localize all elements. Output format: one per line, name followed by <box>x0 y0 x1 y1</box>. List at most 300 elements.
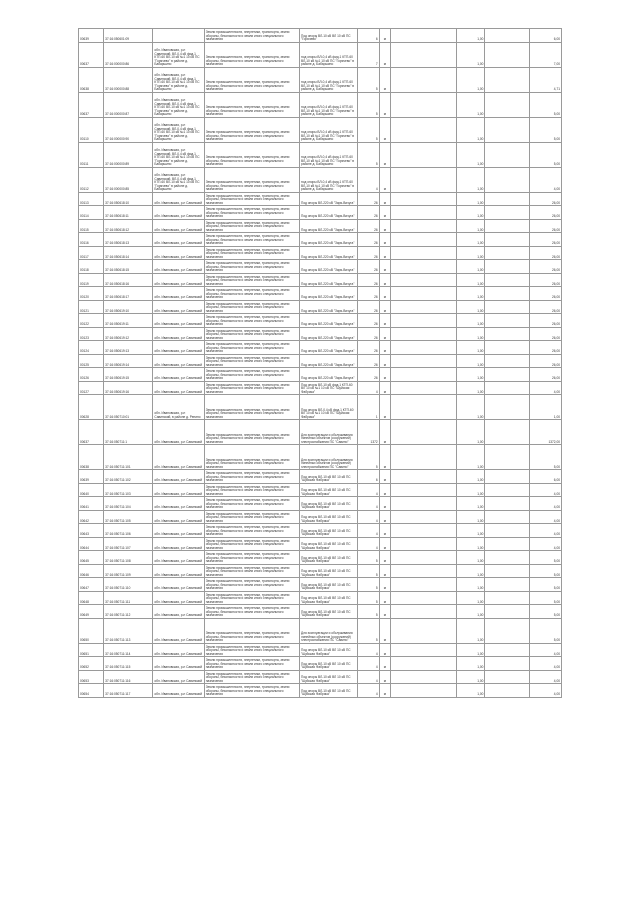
rate-cell: 1,00 <box>457 564 485 578</box>
rate-cell: 1,00 <box>457 233 485 247</box>
cadastral-number-cell: 37:16:050619:11 <box>104 314 153 328</box>
empty-cell <box>391 605 457 619</box>
rate-cell: 1,00 <box>457 395 485 420</box>
table-row <box>79 605 562 619</box>
empty-cell <box>485 273 530 287</box>
amount-cell: 1372,00 <box>530 420 562 445</box>
row-number-cell: 00116 <box>79 233 104 247</box>
area-cell: 7 <box>357 42 379 67</box>
address-cell: обл. Ивановская, р-н Савинский <box>153 670 204 684</box>
row-number-cell: 00119 <box>79 273 104 287</box>
cadastral-number-cell: 37:16:050618:17 <box>104 287 153 301</box>
unit-cell: м <box>379 260 391 274</box>
amount-cell: 5,00 <box>530 142 562 167</box>
amount-cell: 26,00 <box>530 300 562 314</box>
row-number-cell: 00118 <box>79 260 104 274</box>
area-cell: 4 <box>357 643 379 657</box>
area-cell: 5 <box>357 564 379 578</box>
unit-cell: м <box>379 368 391 382</box>
address-cell: обл. Ивановская, р-н Савинский <box>153 470 204 484</box>
empty-cell <box>485 510 530 524</box>
empty-cell <box>391 42 457 67</box>
area-cell: 26 <box>357 233 379 247</box>
land-category-cell: Земли промышленности, энергетики, транспорта, земли обороны, безопасности и земли иного специального назначения <box>204 142 299 167</box>
cadastral-number-cell: 37:16:000000:86 <box>104 42 153 67</box>
empty-cell <box>485 470 530 484</box>
empty-cell <box>485 42 530 67</box>
rate-cell: 1,00 <box>457 246 485 260</box>
permitted-use-cell: Под опоры ВЛ-220 кВ "Заря-Вичуга" <box>300 260 358 274</box>
empty-cell <box>485 657 530 671</box>
permitted-use-cell: под опоры ВЛ-0,4 кВ фид.1 КТП-60 ВЛ-10 кВ №1 10 кВ ПС "Горячево" в районе д. Бабаршино <box>300 67 358 92</box>
cadastral-number-cell: 37:16:050711:116 <box>104 670 153 684</box>
permitted-use-cell: Под опоры ВЛ-10 кВ ВЛ 10 кВ ПС "Шуйская Фабрика" <box>300 537 358 551</box>
area-cell: 4 <box>357 167 379 192</box>
address-cell: обл. Ивановская, р-н Савинский <box>153 445 204 470</box>
row-number-cell: 00120 <box>79 287 104 301</box>
amount-cell: 4,71 <box>530 67 562 92</box>
area-cell: 4 <box>357 657 379 671</box>
area-cell: 26 <box>357 314 379 328</box>
cadastral-number-cell: 37:16:000000:85 <box>104 167 153 192</box>
amount-cell: 5,00 <box>530 591 562 605</box>
empty-cell <box>485 314 530 328</box>
row-number-cell: 00637 <box>79 420 104 445</box>
table-row <box>79 497 562 511</box>
row-number-cell: 00638 <box>79 445 104 470</box>
rate-cell: 1,00 <box>457 381 485 395</box>
amount-cell: 4,00 <box>530 510 562 524</box>
rate-cell: 1,00 <box>457 273 485 287</box>
empty-cell <box>485 354 530 368</box>
permitted-use-cell: под опоры ВЛ-0,4 кВ фид.1 КТП-60 ВЛ-10 кВ №1 10 кВ ПС "Горячево" в районе д. Бабаршино <box>300 42 358 67</box>
cadastral-number-cell: 37:16:050711:101 <box>104 445 153 470</box>
permitted-use-cell: Под опоры ВЛ-0,4 кВ фид.1 КТП-60 ВЛ 10 кВ №1 10 кВ ПС "Шуйская Фабрика" <box>300 395 358 420</box>
area-cell: 26 <box>357 300 379 314</box>
unit-cell: м <box>379 470 391 484</box>
unit-cell: м <box>379 670 391 684</box>
unit-cell: м <box>379 314 391 328</box>
rate-cell: 1,00 <box>457 206 485 220</box>
area-cell: 1372 <box>357 420 379 445</box>
rate-cell: 1,00 <box>457 67 485 92</box>
rate-cell: 1,00 <box>457 192 485 206</box>
address-cell: обл. Ивановская, р-н Савинский, ВЛ-0,4 кВ фид.1 КТП-60 ВЛ-10 кВ №1 10 кВ ПС "Горячево" в районе д. Бабаршино <box>153 117 204 142</box>
row-number-cell: 00115 <box>79 219 104 233</box>
cadastral-number-cell: 37:16:050711:111 <box>104 591 153 605</box>
cadastral-number-cell: 37:16:000000:89 <box>104 142 153 167</box>
unit-cell: м <box>379 420 391 445</box>
empty-cell <box>485 445 530 470</box>
rate-cell: 1,00 <box>457 578 485 592</box>
land-category-cell: Земли промышленности, энергетики, транспорта, земли обороны, безопасности и земли иного специального назначения <box>204 341 299 355</box>
table-row <box>79 420 562 445</box>
unit-cell: м <box>379 618 391 643</box>
empty-cell <box>485 327 530 341</box>
rate-cell: 1,00 <box>457 92 485 117</box>
address-cell: обл. Ивановская, р-н Савинский <box>153 341 204 355</box>
address-cell: обл. Ивановская, р-н Савинский <box>153 314 204 328</box>
row-number-cell: 00641 <box>79 497 104 511</box>
table-row <box>79 92 562 117</box>
empty-cell <box>391 657 457 671</box>
empty-cell <box>391 29 457 43</box>
address-cell: обл. Ивановская, р-н Савинский <box>153 246 204 260</box>
table-row <box>79 314 562 328</box>
table-row <box>79 42 562 67</box>
permitted-use-cell: Под опоры ВЛ-10 кВ ВЛ 10 кВ ПС "Шуйская Фабрика" <box>300 497 358 511</box>
cadastral-number-cell: 37:16:050618:15 <box>104 260 153 274</box>
permitted-use-cell: под опоры ВЛ-0,4 кВ фид.1 КТП-60 ВЛ-10 кВ №1 10 кВ ПС "Горячево" в районе д. Бабаршино <box>300 142 358 167</box>
unit-cell: м <box>379 246 391 260</box>
address-cell: обл. Ивановская, р-н Савинский <box>153 420 204 445</box>
land-category-cell: Земли промышленности, энергетики, транспорта, земли обороны, безопасности и земли иного специального назначения <box>204 368 299 382</box>
row-number-cell: 00637 <box>79 92 104 117</box>
row-number-cell: 00646 <box>79 564 104 578</box>
rate-cell: 1,00 <box>457 510 485 524</box>
unit-cell: м <box>379 510 391 524</box>
table-row <box>79 395 562 420</box>
land-category-cell: Земли промышленности, энергетики, транспорта, земли обороны, безопасности и земли иного специального назначения <box>204 591 299 605</box>
table-row <box>79 670 562 684</box>
land-category-cell: Земли промышленности, энергетики, транспорта, земли обороны, безопасности и земли иного специального назначения <box>204 483 299 497</box>
land-category-cell: Земли промышленности, энергетики, транспорта, земли обороны, безопасности и земли иного специального назначения <box>204 314 299 328</box>
amount-cell: 26,00 <box>530 246 562 260</box>
empty-cell <box>391 287 457 301</box>
cadastral-number-cell: 37:16:050711:114 <box>104 643 153 657</box>
permitted-use-cell: Под опоры ВЛ-220 кВ "Заря-Вичуга" <box>300 233 358 247</box>
row-number-cell: 00644 <box>79 537 104 551</box>
table-row <box>79 537 562 551</box>
land-category-cell: Земли промышленности, энергетики, транспорта, земли обороны, безопасности и земли иного специального назначения <box>204 67 299 92</box>
table-row <box>79 341 562 355</box>
unit-cell: м <box>379 117 391 142</box>
amount-cell: 5,00 <box>530 92 562 117</box>
row-number-cell: 00639 <box>79 29 104 43</box>
cadastral-number-cell: 37:16:050711:103 <box>104 483 153 497</box>
empty-cell <box>391 233 457 247</box>
rate-cell: 1,00 <box>457 167 485 192</box>
amount-cell: 4,00 <box>530 524 562 538</box>
land-category-cell: Земли промышленности, энергетики, транспорта, земли обороны, безопасности и земли иного специального назначения <box>204 206 299 220</box>
area-cell: 26 <box>357 341 379 355</box>
area-cell: 26 <box>357 246 379 260</box>
land-category-cell: Земли промышленности, энергетики, транспорта, земли обороны, безопасности и земли иного специального назначения <box>204 510 299 524</box>
row-number-cell: 00647 <box>79 578 104 592</box>
address-cell: обл. Ивановская, р-н Савинский <box>153 219 204 233</box>
amount-cell: 26,00 <box>530 206 562 220</box>
cadastral-number-cell: 37:16:050619:10 <box>104 300 153 314</box>
area-cell: 26 <box>357 219 379 233</box>
empty-cell <box>485 287 530 301</box>
empty-cell <box>391 395 457 420</box>
land-category-cell: Земли промышленности, энергетики, транспорта, земли обороны, безопасности и земли иного специального назначения <box>204 381 299 395</box>
cadastral-number-cell: 37:16:050618:14 <box>104 246 153 260</box>
address-cell: обл. Ивановская, р-н Савинский <box>153 497 204 511</box>
address-cell: обл. Ивановская, р-н Савинский <box>153 684 204 698</box>
land-category-cell: Земли промышленности, энергетики, транспорта, земли обороны, безопасности и земли иного специального назначения <box>204 92 299 117</box>
cadastral-number-cell: 37:16:050618:11 <box>104 206 153 220</box>
empty-cell <box>485 524 530 538</box>
row-number-cell: 00650 <box>79 618 104 643</box>
amount-cell: 4,00 <box>530 167 562 192</box>
unit-cell: м <box>379 564 391 578</box>
row-number-cell: 00648 <box>79 591 104 605</box>
area-cell: 26 <box>357 260 379 274</box>
unit-cell: м <box>379 551 391 565</box>
unit-cell: м <box>379 341 391 355</box>
land-category-cell: Земли промышленности, энергетики, транспорта, земли обороны, безопасности и земли иного специального назначения <box>204 260 299 274</box>
amount-cell: 5,00 <box>530 578 562 592</box>
land-category-cell: Земли промышленности, энергетики, транспорта, земли обороны, безопасности и земли иного специального назначения <box>204 273 299 287</box>
permitted-use-cell: Под опоры ВЛ-10 кВ ВЛ 10 кВ ПС "Шуйская Фабрика" <box>300 670 358 684</box>
empty-cell <box>485 537 530 551</box>
rate-cell: 1,00 <box>457 260 485 274</box>
permitted-use-cell: Под опоры ВЛ-10 кВ ВЛ 10 кВ ПС "Шуйская Фабрика" <box>300 643 358 657</box>
empty-cell <box>391 327 457 341</box>
row-number-cell: 00645 <box>79 551 104 565</box>
row-number-cell: 00113 <box>79 192 104 206</box>
permitted-use-cell: Под опоры ВЛ-10 кВ ВЛ 10 кВ ПС "Шуйская Фабрика" <box>300 483 358 497</box>
table-row <box>79 246 562 260</box>
rate-cell: 1,00 <box>457 354 485 368</box>
unit-cell: м <box>379 354 391 368</box>
cadastral-number-cell: 37:16:050711:107 <box>104 537 153 551</box>
address-cell: обл. Ивановская, р-н Савинский <box>153 381 204 395</box>
unit-cell: м <box>379 167 391 192</box>
table-row <box>79 67 562 92</box>
land-category-cell: Земли промышленности, энергетики, транспорта, земли обороны, безопасности и земли иного специального назначения <box>204 657 299 671</box>
land-category-cell: Земли промышленности, энергетики, транспорта, земли обороны, безопасности и земли иного специального назначения <box>204 29 299 43</box>
table-row <box>79 643 562 657</box>
land-category-cell: Земли промышленности, энергетики, транспорта, земли обороны, безопасности и земли иного специального назначения <box>204 605 299 619</box>
cadastral-number-cell: 37:16:050619:12 <box>104 327 153 341</box>
address-cell: обл. Ивановская, р-н Савинский, ВЛ-0,4 кВ фид.1 КТП-60 ВЛ-10 кВ №1 10 кВ ПС "Горячево" в районе д. Бабаршино <box>153 42 204 67</box>
permitted-use-cell: Под опоры ВЛ-10 кВ ВЛ 10 кВ ПС "Шуйская Фабрика" <box>300 470 358 484</box>
land-category-cell: Земли промышленности, энергетики, транспорта, земли обороны, безопасности и земли иного специального назначения <box>204 618 299 643</box>
empty-cell <box>485 117 530 142</box>
rate-cell: 1,00 <box>457 497 485 511</box>
cadastral-number-cell: 37:16:000000:88 <box>104 67 153 92</box>
land-category-cell: Земли промышленности, энергетики, транспорта, земли обороны, безопасности и земли иного специального назначения <box>204 420 299 445</box>
empty-cell <box>485 643 530 657</box>
land-category-cell: Земли промышленности, энергетики, транспорта, земли обороны, безопасности и земли иного специального назначения <box>204 246 299 260</box>
table-row <box>79 287 562 301</box>
unit-cell: м <box>379 67 391 92</box>
address-cell: обл. Ивановская, р-н Савинский <box>153 643 204 657</box>
empty-cell <box>391 219 457 233</box>
row-number-cell: 00637 <box>79 42 104 67</box>
address-cell: обл. Ивановская, р-н Савинский <box>153 551 204 565</box>
land-category-cell: Земли промышленности, энергетики, транспорта, земли обороны, безопасности и земли иного специального назначения <box>204 524 299 538</box>
address-cell: обл. Ивановская, р-н Савинский <box>153 657 204 671</box>
permitted-use-cell: Для эксплуатации и обслуживания линейных объектов (сооружений) электроснабжения ПС "Савино" <box>300 445 358 470</box>
land-category-cell: Земли промышленности, энергетики, транспорта, земли обороны, безопасности и земли иного специального назначения <box>204 287 299 301</box>
land-category-cell: Земли промышленности, энергетики, транспорта, земли обороны, безопасности и земли иного специального назначения <box>204 300 299 314</box>
cadastral-number-cell: 37:16:050619:14 <box>104 354 153 368</box>
permitted-use-cell: Под опоры ВЛ-220 кВ "Заря-Вичуга" <box>300 327 358 341</box>
permitted-use-cell: Под опоры ВЛ-10 кВ ВЛ 10 кВ ПС "Шуйская Фабрика" <box>300 510 358 524</box>
cadastral-number-cell: 37:16:050711:113 <box>104 618 153 643</box>
permitted-use-cell: Под опоры ВЛ-10 кВ ВЛ 10 кВ ПС "Шуйская Фабрика" <box>300 657 358 671</box>
address-cell: обл. Ивановская, р-н Савинский <box>153 206 204 220</box>
area-cell: 26 <box>357 287 379 301</box>
table-row <box>79 327 562 341</box>
empty-cell <box>485 420 530 445</box>
cadastral-number-cell: 37:16:050711:108 <box>104 551 153 565</box>
address-cell: обл. Ивановская, р-н Савинский, в районе д. Репино <box>153 395 204 420</box>
address-cell: обл. Ивановская, р-н Савинский <box>153 300 204 314</box>
cadastral-number-cell: 37:16:050619:15 <box>104 368 153 382</box>
land-category-cell: Земли промышленности, энергетики, транспорта, земли обороны, безопасности и земли иного специального назначения <box>204 219 299 233</box>
empty-cell <box>391 445 457 470</box>
table-row <box>79 618 562 643</box>
amount-cell: 6,00 <box>530 29 562 43</box>
empty-cell <box>391 643 457 657</box>
amount-cell: 26,00 <box>530 327 562 341</box>
address-cell: обл. Ивановская, р-н Савинский, ВЛ-0,4 кВ фид.1 КТП-60 ВЛ-10 кВ №1 10 кВ ПС "Горячево" в районе д. Бабаршино <box>153 167 204 192</box>
land-category-cell: Земли промышленности, энергетики, транспорта, земли обороны, безопасности и земли иного специального назначения <box>204 354 299 368</box>
permitted-use-cell: под опоры ВЛ-0,4 кВ фид.1 КТП-60 ВЛ-10 кВ №1 10 кВ ПС "Горячево" в районе д. Бабаршино <box>300 117 358 142</box>
row-number-cell: 00125 <box>79 354 104 368</box>
permitted-use-cell: Под опоры ВЛ-10 кВ ВЛ 10 кВ ПС "Шуйская Фабрика" <box>300 684 358 698</box>
land-plots-table <box>78 28 562 698</box>
rate-cell: 1,00 <box>457 29 485 43</box>
empty-cell <box>391 206 457 220</box>
unit-cell: м <box>379 192 391 206</box>
land-category-cell: Земли промышленности, энергетики, транспорта, земли обороны, безопасности и земли иного специального назначения <box>204 578 299 592</box>
cadastral-number-cell: 37:16:050711:102 <box>104 470 153 484</box>
land-category-cell: Земли промышленности, энергетики, транспорта, земли обороны, безопасности и земли иного специального назначения <box>204 117 299 142</box>
amount-cell: 26,00 <box>530 273 562 287</box>
land-category-cell: Земли промышленности, энергетики, транспорта, земли обороны, безопасности и земли иного специального назначения <box>204 445 299 470</box>
cadastral-number-cell: 37:16:050619:16 <box>104 381 153 395</box>
empty-cell <box>485 578 530 592</box>
empty-cell <box>391 537 457 551</box>
empty-cell <box>485 605 530 619</box>
row-number-cell: 00652 <box>79 657 104 671</box>
address-cell: обл. Ивановская, р-н Савинский <box>153 591 204 605</box>
table-row <box>79 300 562 314</box>
table-row <box>79 192 562 206</box>
address-cell: обл. Ивановская, р-н Савинский <box>153 524 204 538</box>
amount-cell: 4,00 <box>530 497 562 511</box>
empty-cell <box>485 684 530 698</box>
amount-cell: 26,00 <box>530 368 562 382</box>
area-cell: 26 <box>357 192 379 206</box>
address-cell: обл. Ивановская, р-н Савинский <box>153 618 204 643</box>
area-cell: 5 <box>357 591 379 605</box>
empty-cell <box>391 192 457 206</box>
row-number-cell: 00639 <box>79 470 104 484</box>
empty-cell <box>391 564 457 578</box>
area-cell: 4 <box>357 381 379 395</box>
area-cell: 4 <box>357 684 379 698</box>
rate-cell: 1,00 <box>457 618 485 643</box>
empty-cell <box>485 564 530 578</box>
unit-cell: м <box>379 381 391 395</box>
amount-cell: 1,00 <box>530 395 562 420</box>
amount-cell: 5,00 <box>530 551 562 565</box>
empty-cell <box>485 260 530 274</box>
empty-cell <box>391 670 457 684</box>
empty-cell <box>485 670 530 684</box>
empty-cell <box>391 483 457 497</box>
area-cell: 26 <box>357 354 379 368</box>
address-cell: обл. Ивановская, р-н Савинский, ВЛ-0,4 кВ фид.1 КТП-60 ВЛ-10 кВ №1 10 кВ ПС "Горячево" в районе д. Бабаршино <box>153 67 204 92</box>
permitted-use-cell: Под опоры ВЛ-10 кВ ВЛ 10 кВ ПС "Шуйская Фабрика" <box>300 524 358 538</box>
address-cell: обл. Ивановская, р-н Савинский, ВЛ-0,4 кВ фид.1 КТП-60 ВЛ-10 кВ №1 10 кВ ПС "Горячево" в районе д. Бабаршино <box>153 142 204 167</box>
permitted-use-cell: Под опоры ВЛ-220 кВ "Заря-Вичуга" <box>300 192 358 206</box>
amount-cell: 26,00 <box>530 341 562 355</box>
unit-cell: м <box>379 497 391 511</box>
unit-cell: м <box>379 92 391 117</box>
amount-cell: 6,00 <box>530 470 562 484</box>
unit-cell: м <box>379 445 391 470</box>
empty-cell <box>485 618 530 643</box>
land-category-cell: Земли промышленности, энергетики, транспорта, земли обороны, безопасности и земли иного специального назначения <box>204 470 299 484</box>
table-row <box>79 206 562 220</box>
empty-cell <box>391 142 457 167</box>
permitted-use-cell: Под опоры ВЛ-10 кВ ВЛ 10 кВ ПС "Горячево" <box>300 29 358 43</box>
row-number-cell: 00123 <box>79 327 104 341</box>
row-number-cell: 00653 <box>79 670 104 684</box>
amount-cell: 26,00 <box>530 260 562 274</box>
address-cell: обл. Ивановская, р-н Савинский <box>153 537 204 551</box>
land-category-cell: Земли промышленности, энергетики, транспорта, земли обороны, безопасности и земли иного специального назначения <box>204 327 299 341</box>
rate-cell: 1,00 <box>457 670 485 684</box>
rate-cell: 1,00 <box>457 300 485 314</box>
unit-cell: м <box>379 684 391 698</box>
address-cell: обл. Ивановская, р-н Савинский, ВЛ-0,4 кВ фид.1 КТП-60 ВЛ-10 кВ №1 10 кВ ПС "Горячево" в районе д. Бабаршино <box>153 92 204 117</box>
address-cell: обл. Ивановская, р-н Савинский <box>153 287 204 301</box>
row-number-cell: 00649 <box>79 605 104 619</box>
rate-cell: 1,00 <box>457 219 485 233</box>
permitted-use-cell: Под опоры ВЛ-10 кВ фид.1 КТП-60 ВЛ 10 кВ №1 10 кВ ПС "Шуйская Фабрика" <box>300 381 358 395</box>
table-row <box>79 273 562 287</box>
amount-cell: 5,00 <box>530 117 562 142</box>
row-number-cell: 00112 <box>79 167 104 192</box>
rate-cell: 1,00 <box>457 142 485 167</box>
land-category-cell: Земли промышленности, энергетики, транспорта, земли обороны, безопасности и земли иного специального назначения <box>204 551 299 565</box>
address-cell: обл. Ивановская, р-н Савинский <box>153 564 204 578</box>
amount-cell: 4,00 <box>530 643 562 657</box>
unit-cell: м <box>379 29 391 43</box>
table-row <box>79 684 562 698</box>
area-cell: 26 <box>357 327 379 341</box>
empty-cell <box>391 314 457 328</box>
row-number-cell: 00628 <box>79 395 104 420</box>
table-row <box>79 368 562 382</box>
permitted-use-cell: Под опоры ВЛ-220 кВ "Заря-Вичуга" <box>300 219 358 233</box>
empty-cell <box>391 470 457 484</box>
area-cell: 6 <box>357 470 379 484</box>
empty-cell <box>391 578 457 592</box>
row-number-cell: 00121 <box>79 300 104 314</box>
area-cell: 4 <box>357 524 379 538</box>
permitted-use-cell: Под опоры ВЛ-220 кВ "Заря-Вичуга" <box>300 206 358 220</box>
unit-cell: м <box>379 219 391 233</box>
cadastral-number-cell: 37:16:050601:09 <box>104 29 153 43</box>
unit-cell: м <box>379 327 391 341</box>
area-cell: 6 <box>357 29 379 43</box>
rate-cell: 1,00 <box>457 420 485 445</box>
permitted-use-cell: Под опоры ВЛ-220 кВ "Заря-Вичуга" <box>300 341 358 355</box>
empty-cell <box>485 167 530 192</box>
empty-cell <box>485 142 530 167</box>
land-category-cell: Земли промышленности, энергетики, транспорта, земли обороны, безопасности и земли иного специального назначения <box>204 537 299 551</box>
amount-cell: 4,00 <box>530 657 562 671</box>
